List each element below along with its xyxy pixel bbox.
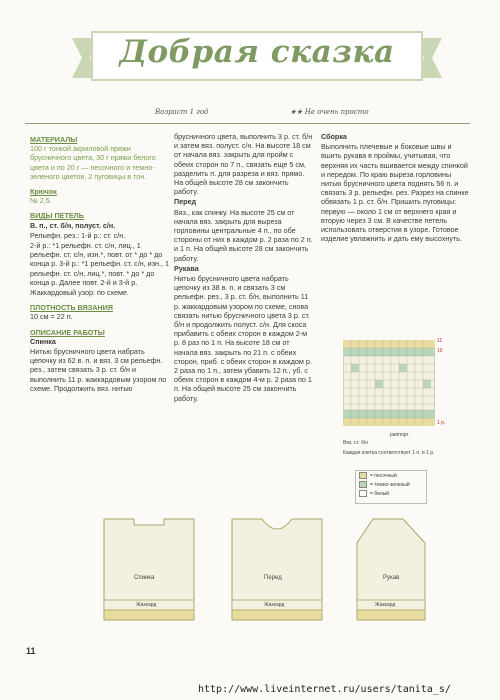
back-text-continued: брусничного цвета, выполнить 3 р. ст. б/н и затем вяз. полуст. с/н. На высоте 18 см от начала вяз. закрыть для пройм с обеих сторон по 7 п., связать еще 5 см, разделить п. для разреза и вяз. прямо. На общей высоте 28 см закончить работу.	[174, 132, 313, 197]
front-text: Вяз., как спинку. На высоте 25 см от начала вяз. закрыть для выреза горловины центральные 4 п., по обе стороны от них в каждом р. 2 раза по 2 п. и 1 п. На общей высоте 28 см закончить работу.	[174, 207, 313, 263]
stitches-heading: ВИДЫ ПЕТЕЛЬ	[30, 211, 84, 221]
back-jacquard-label: Жаккард	[136, 602, 157, 608]
assembly-text: Выполнить плечевые и боковые швы и вшить рукава в проймы, учитывая, что верхняя их часть вшивается между спинкой и передом. По краю выреза горловины нитью брусничного цвета поднять 56 п. и связать 3 р. рельефн. рез. Разрез на спинке обвязать 1 р. ст. б/н. Пришить пуговицы: первую — около 1 см от верхнего края и вторую через 3 см. В качестве петель использовать отверстия в узоре. Готовое изделие увлажнить и дать ему высохнуть.	[321, 142, 469, 244]
pattern-front	[222, 505, 334, 645]
density-text: 10 см = 22 п.	[30, 312, 73, 322]
back-heading: Спинка	[30, 336, 56, 346]
swatch-icon	[359, 472, 367, 479]
stitches-jacquard: Жаккардовый узор: по схеме.	[30, 288, 129, 298]
front-heading: Перед	[174, 197, 197, 207]
chart-row-11: 11	[437, 338, 443, 344]
work-heading: ОПИСАНИЕ РАБОТЫ	[30, 327, 105, 337]
materials-heading: МАТЕРИАЛЫ	[30, 135, 78, 144]
chart-repeat-label: раппорт	[390, 432, 409, 438]
page-title: Добрая сказка	[119, 34, 395, 70]
source-url[interactable]: http://www.liveinternet.ru/users/tanita_s/	[198, 684, 451, 695]
pattern-sleeve	[345, 505, 457, 645]
sleeve-text: Нитью брусничного цвета набрать цепочку из 38 в. п. и связать 3 см рельефн. рез., 3 р. ст. б/н, выполнить 11 р. жаккардовым узором по схеме, снова связать нитью брусничного цвета 3 р. ст. б/н и продолжить полуст. с/н. Для скоса прибавить с обеих сторон в каждом 2-м р. 8 раз по 1 п. На высоте 18 см от начала вяз. закрыть по 21 п. с обеих сторон, приб. с обеих сторон в каждом р. 2 раза по 1 п., затем убавить 12 п., уб. с обеих сторон в каждом 4-м р. 2 раза по 1 п. На общей высоте 25 см закончить работу.	[174, 274, 312, 403]
assembly-heading: Сборка	[321, 132, 347, 141]
page-number: 11	[26, 646, 36, 656]
difficulty-label: ★★ Не очень просто	[290, 108, 369, 116]
sleeve-heading: Рукава	[174, 263, 199, 273]
jacquard-grid-icon	[343, 340, 435, 426]
pattern-back	[94, 505, 206, 645]
legend-item-green: = темно-зеленый	[356, 480, 426, 489]
sleeve-label: Рукав	[383, 575, 400, 581]
back-text: Нитью брусничного цвета набрать цепочку из 62 в. п. и вяз. 3 см рельефн. рез., затем связать 3 р. ст. б/н и выполнить 11 р. жаккардовым узором по схеме. Продолжить вяз. нитью	[30, 347, 167, 393]
density-heading: ПЛОТНОСТЬ ВЯЗАНИЯ	[30, 303, 113, 313]
hook-heading: Крючок	[30, 187, 57, 197]
chart-row-10: 10	[437, 348, 443, 354]
stitches-ribbing: Рельефн. рез.: 1-й р.: ст. с/н.	[30, 230, 126, 240]
stitches-basic: В. п., ст. б/н, полуст. с/н.	[30, 220, 116, 230]
back-label: Спинка	[134, 575, 155, 581]
swatch-icon	[359, 490, 367, 497]
chart-caption-2: Каждая клетка соответствует 1 п. и 1 р.	[343, 450, 435, 456]
column-1	[30, 132, 172, 394]
stitches-rows: 2-й р.: *1 рельефн. ст. с/н, лиц., 1 рельефн. ст. с/н, изн.*, повт. от * до * до конца р. 3-й р.: *1 рельефн. ст. с/н, изн., 1 рельефн. ст. с/н, лиц.*, повт. * до * до конца р. Далее повт. 2-й и 3-й р.	[30, 241, 169, 287]
color-legend	[355, 470, 427, 504]
sleeve-pattern-icon	[345, 505, 457, 645]
header-divider	[25, 123, 470, 124]
hook-text: № 2,5.	[30, 196, 52, 206]
column-2	[174, 132, 314, 404]
column-3	[321, 132, 469, 244]
jacquard-chart	[343, 340, 435, 426]
age-label: Возраст 1 год	[155, 108, 209, 116]
chart-row-1: 1 р.	[437, 420, 446, 426]
chart-caption-1: Вяз. ст. б/н	[343, 440, 369, 446]
legend-item-sand: = песочный	[356, 471, 426, 480]
front-label: Перед	[264, 575, 282, 581]
legend-item-white: = белый	[356, 489, 426, 498]
title-banner	[72, 28, 442, 86]
swatch-icon	[359, 481, 367, 488]
materials-text: 100 г тонкой акриловой пряжи брусничного цвета, 30 г пряжи белого цвета и по 20 г — песочного и темно-зеленого цветов, 2 пуговицы в тон.	[30, 144, 156, 181]
sleeve-jacquard-label: Жаккард	[375, 602, 396, 608]
front-jacquard-label: Жаккард	[264, 602, 285, 608]
